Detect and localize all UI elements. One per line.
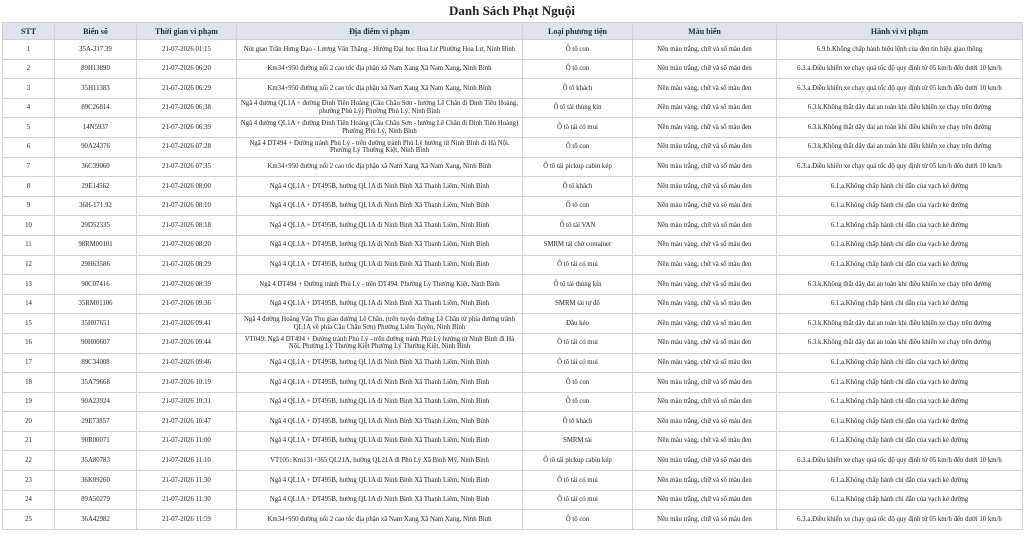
cell-plate: 29E73857 [55, 412, 137, 432]
table-header-row [3, 23, 1023, 40]
cell-plate-color: Nền màu trắng, chữ và số màu đen [633, 412, 777, 432]
table-row [3, 294, 1023, 314]
cell-violation: 6.1.a.Không chấp hành chỉ dẫn của vạch kẻ đường [777, 373, 1023, 393]
cell-plate-color: Nền màu trắng, chữ và số màu đen [633, 157, 777, 177]
cell-plate: 35A79668 [55, 373, 137, 393]
cell-vehicle: Ô tô tải thùng kín [523, 275, 633, 295]
cell-plate: 35A-317.39 [55, 40, 137, 60]
cell-location: Ngã 4 QL1A + DT495B, hướng QL1A đi Ninh Bình Xã Thanh Liêm, Ninh Bình [237, 177, 523, 197]
cell-stt: 16 [3, 333, 55, 353]
cell-plate: 35A80783 [55, 451, 137, 471]
cell-location: Ngã 4 QL1A + DT495B, hướng QL1A đi Ninh Bình Xã Thanh Liêm, Ninh Bình [237, 294, 523, 314]
table-row [3, 98, 1023, 118]
cell-location: Km34+950 đường nối 2 cao tốc địa phận xã Nam Xang Xã Nam Xang, Ninh Bình [237, 510, 523, 530]
cell-location: Ngã 4 DT494 + Đường tránh Phủ Lý - trên DT494. Phường Lý Thường Kiệt, Ninh Bình [237, 275, 523, 295]
table-row [3, 333, 1023, 353]
cell-plate: 36C39060 [55, 157, 137, 177]
table-row [3, 451, 1023, 471]
cell-plate: 35RM01106 [55, 294, 137, 314]
cell-violation: 6.3.k.Không thắt dây đai an toàn khi điều khiển xe chạy trên đường [777, 98, 1023, 118]
table-row [3, 431, 1023, 451]
cell-stt: 21 [3, 431, 55, 451]
header-violation: Hành vi vi phạm [777, 23, 1023, 40]
cell-location: Ngã 4 QL1A + DT495B, hướng QL1A đi Ninh Bình Xã Thanh Liêm, Ninh Bình [237, 235, 523, 255]
cell-location: Ngã 4 QL1A + DT495B, hướng QL1A đi Ninh Bình Xã Thanh Liêm, Ninh Bình [237, 431, 523, 451]
cell-stt: 4 [3, 98, 55, 118]
cell-vehicle: Ô tô con [523, 510, 633, 530]
cell-plate-color: Nền màu vàng, chữ và số màu đen [633, 333, 777, 353]
cell-plate-color: Nền màu vàng, chữ và số màu đen [633, 314, 777, 334]
table-row [3, 40, 1023, 60]
cell-violation: 6.1.a.Không chấp hành chỉ dẫn của vạch kẻ đường [777, 471, 1023, 491]
cell-violation: 6.3.k.Không thắt dây đai an toàn khi điều khiển xe chạy trên đường [777, 314, 1023, 334]
cell-time: 21-07-2026 08:20 [137, 235, 237, 255]
cell-time: 21-07-2026 09:44 [137, 333, 237, 353]
cell-vehicle: Ô tô khách [523, 79, 633, 99]
cell-vehicle: Ô tô con [523, 40, 633, 60]
cell-stt: 23 [3, 471, 55, 491]
cell-stt: 6 [3, 137, 55, 157]
cell-violation: 6.3.k.Không thắt dây đai an toàn khi điều khiển xe chạy trên đường [777, 275, 1023, 295]
cell-location: VT105: Km131+365 QL21A, hướng QL21A đi Phủ Lý Xã Bình Mỹ, Ninh Bình [237, 451, 523, 471]
table-row [3, 177, 1023, 197]
table-row [3, 59, 1023, 79]
cell-plate-color: Nền màu trắng, chữ và số màu đen [633, 137, 777, 157]
table-row [3, 275, 1023, 295]
cell-plate-color: Nền màu vàng, chữ và số màu đen [633, 79, 777, 99]
cell-vehicle: Ô tô tải pickup cabin kép [523, 157, 633, 177]
cell-location: Ngã 4 QL1A + DT495B, hướng QL1A đi Ninh Bình Xã Thanh Liêm, Ninh Bình [237, 471, 523, 491]
table-row [3, 510, 1023, 530]
cell-plate: 90H00607 [55, 333, 137, 353]
cell-time: 21-07-2026 09:46 [137, 353, 237, 373]
cell-plate: 98RM00101 [55, 235, 137, 255]
cell-vehicle: Ô tô tải VAN [523, 216, 633, 236]
cell-plate: 36H-171.92 [55, 196, 137, 216]
cell-plate-color: Nền màu trắng, chữ và số màu đen [633, 216, 777, 236]
table-row [3, 196, 1023, 216]
cell-plate-color: Nền màu vàng, chữ và số màu đen [633, 98, 777, 118]
cell-time: 21-07-2026 08:18 [137, 216, 237, 236]
cell-time: 21-07-2026 11:10 [137, 451, 237, 471]
table-row [3, 157, 1023, 177]
cell-stt: 5 [3, 118, 55, 138]
cell-vehicle: Ô tô tải pickup cabin kép [523, 451, 633, 471]
cell-plate-color: Nền màu trắng, chữ và số màu đen [633, 490, 777, 510]
cell-location: Nút giao Trần Hưng Đạo - Lương Văn Thăng - Hướng Đại học Hoa Lư Phường Hoa Lư, Ninh Bình [237, 40, 523, 60]
cell-plate-color: Nền màu trắng, chữ và số màu đen [633, 392, 777, 412]
cell-violation: 6.1.a.Không chấp hành chỉ dẫn của vạch kẻ đường [777, 392, 1023, 412]
cell-stt: 3 [3, 79, 55, 99]
cell-stt: 14 [3, 294, 55, 314]
cell-violation: 6.1.a.Không chấp hành chỉ dẫn của vạch kẻ đường [777, 431, 1023, 451]
cell-stt: 8 [3, 177, 55, 197]
cell-violation: 6.3.a.Điều khiển xe chạy quá tốc độ quy định từ 05 km/h đến dưới 10 km/h [777, 451, 1023, 471]
cell-vehicle: Ô tô tải có mui [523, 118, 633, 138]
cell-violation: 6.1.a.Không chấp hành chỉ dẫn của vạch kẻ đường [777, 216, 1023, 236]
cell-plate: 29H63586 [55, 255, 137, 275]
cell-time: 21-07-2026 10:31 [137, 392, 237, 412]
cell-violation: 6.9.b.Không chấp hành hiệu lệnh của đèn tín hiệu giao thông [777, 40, 1023, 60]
cell-plate: 89H13890 [55, 59, 137, 79]
cell-plate-color: Nền màu trắng, chữ và số màu đen [633, 510, 777, 530]
cell-stt: 10 [3, 216, 55, 236]
cell-violation: 6.3.a.Điều khiển xe chạy quá tốc độ quy định từ 05 km/h đến dưới 10 km/h [777, 79, 1023, 99]
cell-violation: 6.1.a.Không chấp hành chỉ dẫn của vạch kẻ đường [777, 255, 1023, 275]
cell-time: 21-07-2026 06:20 [137, 59, 237, 79]
cell-time: 21-07-2026 08:39 [137, 275, 237, 295]
cell-stt: 24 [3, 490, 55, 510]
cell-location: Ngã 4 QL1A + DT495B, hướng QL1A đi Ninh Bình Xã Thanh Liêm, Ninh Bình [237, 255, 523, 275]
cell-stt: 2 [3, 59, 55, 79]
table-row [3, 314, 1023, 334]
cell-violation: 6.3.k.Không thắt dây đai an toàn khi điều khiển xe chạy trên đường [777, 118, 1023, 138]
cell-plate-color: Nền màu trắng, chữ và số màu đen [633, 373, 777, 393]
cell-stt: 7 [3, 157, 55, 177]
header-stt: STT [3, 23, 55, 40]
table-row [3, 490, 1023, 510]
cell-location: Km34+950 đường nối 2 cao tốc địa phận xã Nam Xang Xã Nam Xang, Ninh Bình [237, 59, 523, 79]
cell-violation: 6.1.a.Không chấp hành chỉ dẫn của vạch kẻ đường [777, 294, 1023, 314]
cell-plate: 90A24376 [55, 137, 137, 157]
cell-time: 21-07-2026 10:47 [137, 412, 237, 432]
cell-stt: 17 [3, 353, 55, 373]
cell-time: 21-07-2026 08:10 [137, 196, 237, 216]
cell-vehicle: Ô tô khách [523, 412, 633, 432]
table-row [3, 471, 1023, 491]
cell-stt: 11 [3, 235, 55, 255]
page-title: Danh Sách Phạt Nguội [448, 3, 576, 18]
cell-violation: 6.1.a.Không chấp hành chỉ dẫn của vạch kẻ đường [777, 412, 1023, 432]
cell-time: 21-07-2026 11:30 [137, 490, 237, 510]
cell-time: 21-07-2026 06:39 [137, 118, 237, 138]
cell-stt: 15 [3, 314, 55, 334]
cell-location: Ngã 4 QL1A + DT495B, hướng QL1A đi Ninh Bình Xã Thanh Liêm, Ninh Bình [237, 373, 523, 393]
cell-plate-color: Nền màu vàng, chữ và số màu đen [633, 118, 777, 138]
cell-location: Ngã 4 QL1A + DT495B, hướng QL1A đi Ninh Bình Xã Thanh Liêm, Ninh Bình [237, 490, 523, 510]
cell-stt: 1 [3, 40, 55, 60]
cell-plate-color: Nền màu vàng, chữ và số màu đen [633, 235, 777, 255]
cell-stt: 25 [3, 510, 55, 530]
cell-stt: 13 [3, 275, 55, 295]
cell-violation: 6.3.a.Điều khiển xe chạy quá tốc độ quy định từ 05 km/h đến dưới 10 km/h [777, 510, 1023, 530]
cell-location: Km34+950 đường nối 2 cao tốc địa phận xã Nam Xang Xã Nam Xang, Ninh Bình [237, 157, 523, 177]
cell-plate-color: Nền màu vàng, chữ và số màu đen [633, 431, 777, 451]
cell-vehicle: Ô tô con [523, 392, 633, 412]
table-row [3, 392, 1023, 412]
cell-location: VT049: Ngã 4 DT494 + Đường tránh Phủ Lý - trên đường tránh Phủ Lý hướng từ Ninh Bình đi Hà Nội, Phường Lý Thường Kiệt Phường Lý Thường Kiệt, Ninh Bình [237, 333, 523, 353]
cell-violation: 6.3.k.Không thắt dây đai an toàn khi điều khiển xe chạy trên đường [777, 333, 1023, 353]
table-row [3, 412, 1023, 432]
cell-plate-color: Nền màu trắng, chữ và số màu đen [633, 177, 777, 197]
cell-plate: 36K89260 [55, 471, 137, 491]
cell-plate-color: Nền màu vàng, chữ và số màu đen [633, 255, 777, 275]
table-row [3, 118, 1023, 138]
cell-plate: 90R00071 [55, 431, 137, 451]
cell-time: 21-07-2026 09:36 [137, 294, 237, 314]
cell-time: 21-07-2026 11:30 [137, 471, 237, 491]
cell-time: 21-07-2026 06:38 [137, 98, 237, 118]
cell-location: Ngã 4 QL1A + DT495B, hướng QL1A đi Ninh Bình Xã Thanh Liêm, Ninh Bình [237, 412, 523, 432]
cell-plate: 35H07651 [55, 314, 137, 334]
cell-plate-color: Nền màu vàng, chữ và số màu đen [633, 294, 777, 314]
cell-vehicle: Ô tô tải có mui [523, 333, 633, 353]
cell-vehicle: SMRM tải [523, 431, 633, 451]
cell-plate: 89A50279 [55, 490, 137, 510]
cell-plate-color: Nền màu vàng, chữ và số màu đen [633, 275, 777, 295]
cell-vehicle: Ô tô con [523, 137, 633, 157]
table-row [3, 79, 1023, 99]
cell-vehicle: SMRM tải chở container [523, 235, 633, 255]
cell-stt: 19 [3, 392, 55, 412]
cell-plate: 90A23924 [55, 392, 137, 412]
cell-time: 21-07-2026 01:15 [137, 40, 237, 60]
cell-violation: 6.3.a.Điều khiển xe chạy quá tốc độ quy định từ 05 km/h đến dưới 10 km/h [777, 59, 1023, 79]
cell-plate: 89C26814 [55, 98, 137, 118]
cell-vehicle: Ô tô tải có mui [523, 353, 633, 373]
cell-location: Ngã 4 QL1A + DT495B, hướng QL1A đi Ninh Bình Xã Thanh Liêm, Ninh Bình [237, 196, 523, 216]
cell-stt: 20 [3, 412, 55, 432]
cell-violation: 6.1.a.Không chấp hành chỉ dẫn của vạch kẻ đường [777, 196, 1023, 216]
cell-vehicle: Ô tô con [523, 196, 633, 216]
cell-time: 21-07-2026 08:29 [137, 255, 237, 275]
cell-stt: 22 [3, 451, 55, 471]
cell-location: Ngã 4 đường QL1A + đường Đinh Tiên Hoàng (Cầu Châu Sơn - hướng Lê Chân đi Đinh Tiên Hoàng, phường Phủ Lý) Phường Phủ Lý, Ninh Bình [237, 98, 523, 118]
cell-time: 21-07-2026 09:41 [137, 314, 237, 334]
table-row [3, 353, 1023, 373]
header-plate-color: Màu biển [633, 23, 777, 40]
cell-plate-color: Nền màu trắng, chữ và số màu đen [633, 196, 777, 216]
cell-vehicle: SMRM tải tự đổ [523, 294, 633, 314]
cell-time: 21-07-2026 11:59 [137, 510, 237, 530]
cell-plate-color: Nền màu trắng, chữ và số màu đen [633, 40, 777, 60]
cell-vehicle: Ô tô con [523, 59, 633, 79]
cell-plate: 29D52335 [55, 216, 137, 236]
cell-time: 21-07-2026 06:29 [137, 79, 237, 99]
table-row [3, 235, 1023, 255]
table-row [3, 373, 1023, 393]
header-time: Thời gian vi phạm [137, 23, 237, 40]
cell-location: Ngã 4 đường Hoàng Văn Thụ giao đường Lê Chân, (trên tuyến đường Lê Chân từ phía đường tránh QL1A về phía Cầu Châu Sơn) Phường Liêm Tuyền, Ninh Bình [237, 314, 523, 334]
cell-plate: 14N5937 [55, 118, 137, 138]
cell-plate: 89C34008 [55, 353, 137, 373]
cell-plate-color: Nền màu trắng, chữ và số màu đen [633, 59, 777, 79]
cell-plate: 35H11383 [55, 79, 137, 99]
cell-vehicle: Đầu kéo [523, 314, 633, 334]
cell-violation: 6.1.a.Không chấp hành chỉ dẫn của vạch kẻ đường [777, 177, 1023, 197]
violations-table [2, 22, 1023, 530]
cell-stt: 12 [3, 255, 55, 275]
header-location: Địa điểm vi phạm [237, 23, 523, 40]
cell-time: 21-07-2026 07:28 [137, 137, 237, 157]
cell-vehicle: Ô tô khách [523, 177, 633, 197]
cell-violation: 6.1.a.Không chấp hành chỉ dẫn của vạch kẻ đường [777, 490, 1023, 510]
cell-location: Ngã 4 QL1A + DT495B, hướng QL1A đi Ninh Bình Xã Thanh Liêm, Ninh Bình [237, 353, 523, 373]
table-row [3, 137, 1023, 157]
cell-stt: 18 [3, 373, 55, 393]
cell-plate-color: Nền màu trắng, chữ và số màu đen [633, 471, 777, 491]
cell-violation: 6.1.a.Không chấp hành chỉ dẫn của vạch kẻ đường [777, 353, 1023, 373]
cell-plate-color: Nền màu vàng, chữ và số màu đen [633, 353, 777, 373]
cell-violation: 6.3.a.Điều khiển xe chạy quá tốc độ quy định từ 05 km/h đến dưới 10 km/h [777, 157, 1023, 177]
cell-location: Ngã 4 DT494 + Đường tránh Phủ Lý - trên đường tránh Phủ Lý hướng từ Ninh Bình đi Hà Nội. Phường Lý Thường Kiệt, Ninh Bình [237, 137, 523, 157]
cell-vehicle: Ô tô tải có mui [523, 490, 633, 510]
cell-plate: 36A42982 [55, 510, 137, 530]
cell-plate-color: Nền màu trắng, chữ và số màu đen [633, 451, 777, 471]
cell-vehicle: Ô tô tải có mui [523, 255, 633, 275]
table-row [3, 255, 1023, 275]
cell-stt: 9 [3, 196, 55, 216]
header-vehicle: Loại phương tiện [523, 23, 633, 40]
cell-location: Ngã 4 QL1A + DT495B, hướng QL1A đi Ninh Bình Xã Thanh Liêm, Ninh Bình [237, 216, 523, 236]
cell-location: Km34+950 đường nối 2 cao tốc địa phận xã Nam Xang Xã Nam Xang, Ninh Bình [237, 79, 523, 99]
table-row [3, 216, 1023, 236]
cell-violation: 6.1.a.Không chấp hành chỉ dẫn của vạch kẻ đường [777, 235, 1023, 255]
cell-time: 21-07-2026 08:00 [137, 177, 237, 197]
cell-vehicle: Ô tô tải có mui [523, 471, 633, 491]
cell-vehicle: Ô tô con [523, 373, 633, 393]
cell-time: 21-07-2026 10:19 [137, 373, 237, 393]
cell-location: Ngã 4 đường QL1A + đường Đinh Tiên Hoàng (Cầu Châu Sơn - hướng Lê Chân đi Đinh Tiên Hoàng) Phường Phủ Lý, Ninh Bình [237, 118, 523, 138]
cell-vehicle: Ô tô tải thùng kín [523, 98, 633, 118]
cell-plate: 90C07416 [55, 275, 137, 295]
cell-time: 21-07-2026 07:35 [137, 157, 237, 177]
header-plate: Biển số [55, 23, 137, 40]
cell-time: 21-07-2026 11:00 [137, 431, 237, 451]
cell-location: Ngã 4 QL1A + DT495B, hướng QL1A đi Ninh Bình Xã Thanh Liêm, Ninh Bình [237, 392, 523, 412]
cell-violation: 6.3.k.Không thắt dây đai an toàn khi điều khiển xe chạy trên đường [777, 137, 1023, 157]
cell-plate: 29E14562 [55, 177, 137, 197]
